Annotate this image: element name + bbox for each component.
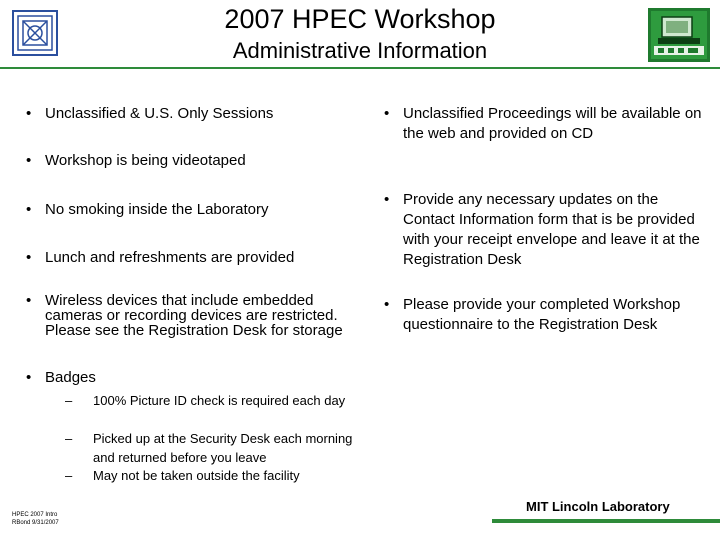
footer-slide-info: HPEC 2007 Intro RBond 9/31/2007 [12,512,59,526]
hpec-logo [648,8,710,62]
bullet-icon: • [26,201,32,218]
bullet-icon: • [26,152,32,169]
bullet-icon: • [26,249,32,266]
slide-subtitle: Administrative Information [232,38,488,63]
bullet-icon: • [384,191,390,208]
bullet-icon: • [26,292,32,309]
bullet-icon: • [26,369,32,386]
bullet-icon: • [26,105,32,122]
footer-organization: MIT Lincoln Laboratory [526,499,670,514]
dash-icon: – [65,393,73,408]
header-rule [0,67,720,69]
dash-icon: – [65,431,73,446]
bullet-icon: • [384,105,390,122]
footer-rule [492,519,720,523]
dash-icon: – [65,468,73,483]
bullet-icon: • [384,296,390,313]
slide-title: 2007 HPEC Workshop [224,4,496,34]
